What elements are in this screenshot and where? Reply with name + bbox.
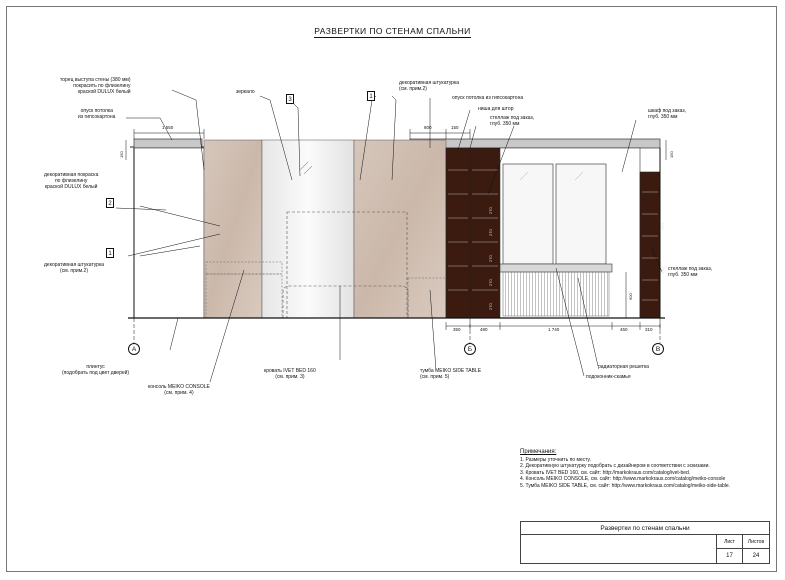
shelf-unit-right <box>640 172 660 318</box>
callout-side-table: тумба MEIKO SIDE TABLE (см. прим. 5) <box>420 368 482 380</box>
callout-console: консоль MEIKO CONSOLE (см. прим. 4) <box>148 384 210 396</box>
callout-radiator-grille: радиаторная решетка <box>598 364 649 370</box>
window-right <box>556 164 606 264</box>
axis-v: В <box>652 343 664 355</box>
title-block <box>520 521 770 564</box>
ceiling-drop-right <box>410 139 660 148</box>
note-item: 5. Тумба MEIKO SIDE TABLE, см. сайт: http://www.markokraus.com/catalog/meiko-side-table. <box>520 482 731 489</box>
axis-b: Б <box>464 343 476 355</box>
title-block-blank <box>521 535 717 563</box>
dim-bottom-2: 480 <box>480 327 488 332</box>
callout-bed: кровать IVET BED 160 (см. прим. 3) <box>264 368 316 380</box>
note-item: 2. Декоративную штукатурку подобрать с дизайнером в соответствии с эскизами. <box>520 463 710 470</box>
title-block-sheet-label: Лист <box>717 535 743 549</box>
tag-1-top: 1 <box>367 91 375 101</box>
dim-top-mid-a: 800 <box>424 125 432 130</box>
dim-bottom-3: 1 740 <box>548 327 560 332</box>
dim-shelf-6: 270 <box>660 223 665 230</box>
plaster-panel-right <box>354 140 446 318</box>
ceiling-drop-left <box>134 139 202 148</box>
callout-ceiling-drop-right: опуск потолка из гипсокартона <box>452 95 524 101</box>
shelf-unit-left <box>446 148 470 318</box>
radiator-grille <box>503 272 609 316</box>
callout-shelf-custom-right: стеллаж под заказ, глуб. 350 мм <box>668 266 713 278</box>
dim-bottom-4: 450 <box>620 327 628 332</box>
dim-left-vertical: 150 <box>119 151 124 158</box>
note-item: 3. Кровать IVET BED 160, см. сайт: http://markokraus.com/catalog/ivet-bed. <box>520 469 691 476</box>
dim-bottom-1: 350 <box>453 327 461 332</box>
callout-wall-end: торец выступа стены (380 мм) покрасить по флизелину краской DULUX белый <box>60 77 131 95</box>
callout-decor-plaster-top: декоративная штукатурка (см. прим.2) <box>399 80 460 92</box>
title-block-sheet-no: 17 <box>717 549 743 563</box>
callout-window-sill: подоконник-скамья <box>586 374 631 380</box>
dim-sill-height: 900 <box>628 293 633 300</box>
callout-wardrobe: шкаф под заказ, глуб. 350 мм <box>648 108 687 120</box>
callout-plinth: плинтус (подобрать под цвет дверей) <box>62 364 130 376</box>
dim-top-left: 1 550 <box>162 125 174 130</box>
callout-ceiling-drop-left: опуск потолка из гипсокартона <box>78 108 116 120</box>
title-block-title: Развертки по стенам спальни <box>521 522 769 535</box>
callout-curtain-niche: ниша для штор <box>478 106 514 112</box>
window-left <box>503 164 553 264</box>
callout-decor-plaster-left: декоративная штукатурка (см. прим.2) <box>44 262 105 274</box>
dim-shelf-5: 270 <box>488 303 493 310</box>
wall-painted-left <box>134 148 204 318</box>
dim-right-vertical: 150 <box>669 151 674 158</box>
callout-shelf-custom-top: стеллаж под заказ, глуб. 350 мм <box>490 115 535 127</box>
dim-shelf-7: 270 <box>660 267 665 274</box>
title-block-sheets-label: Листов <box>743 535 769 549</box>
dim-shelf-4: 270 <box>488 279 493 286</box>
dim-top-mid-b: 150 <box>451 125 459 130</box>
notes-heading: Примечания: <box>520 449 557 455</box>
dim-shelf-1: 270 <box>488 207 493 214</box>
note-item: 4. Консоль MEIKO CONSOLE, см. сайт: http://www.markokraus.com/catalog/meiko-console <box>520 476 726 483</box>
tag-3: 3 <box>286 94 294 104</box>
shelf-unit-inner <box>470 148 500 318</box>
notes-block <box>520 449 730 490</box>
callout-mirror: зеркало <box>236 89 255 95</box>
tag-2: 2 <box>106 198 114 208</box>
drawing-title: РАЗВЕРТКИ ПО СТЕНАМ СПАЛЬНИ <box>314 26 471 36</box>
top-dimensions <box>134 129 470 139</box>
plaster-panel-left <box>204 140 262 318</box>
axis-a: А <box>128 343 140 355</box>
title-block-sheets-total: 24 <box>752 553 760 559</box>
tag-1-left: 1 <box>106 248 114 258</box>
note-item: 1. Размеры уточнить по месту. <box>520 456 591 463</box>
dim-shelf-3: 270 <box>488 255 493 262</box>
dim-shelf-2: 270 <box>488 229 493 236</box>
dim-bottom-5: 310 <box>645 327 653 332</box>
callout-decor-paint: декоративная покраска по флизелину краской DULUX белый <box>44 172 99 190</box>
